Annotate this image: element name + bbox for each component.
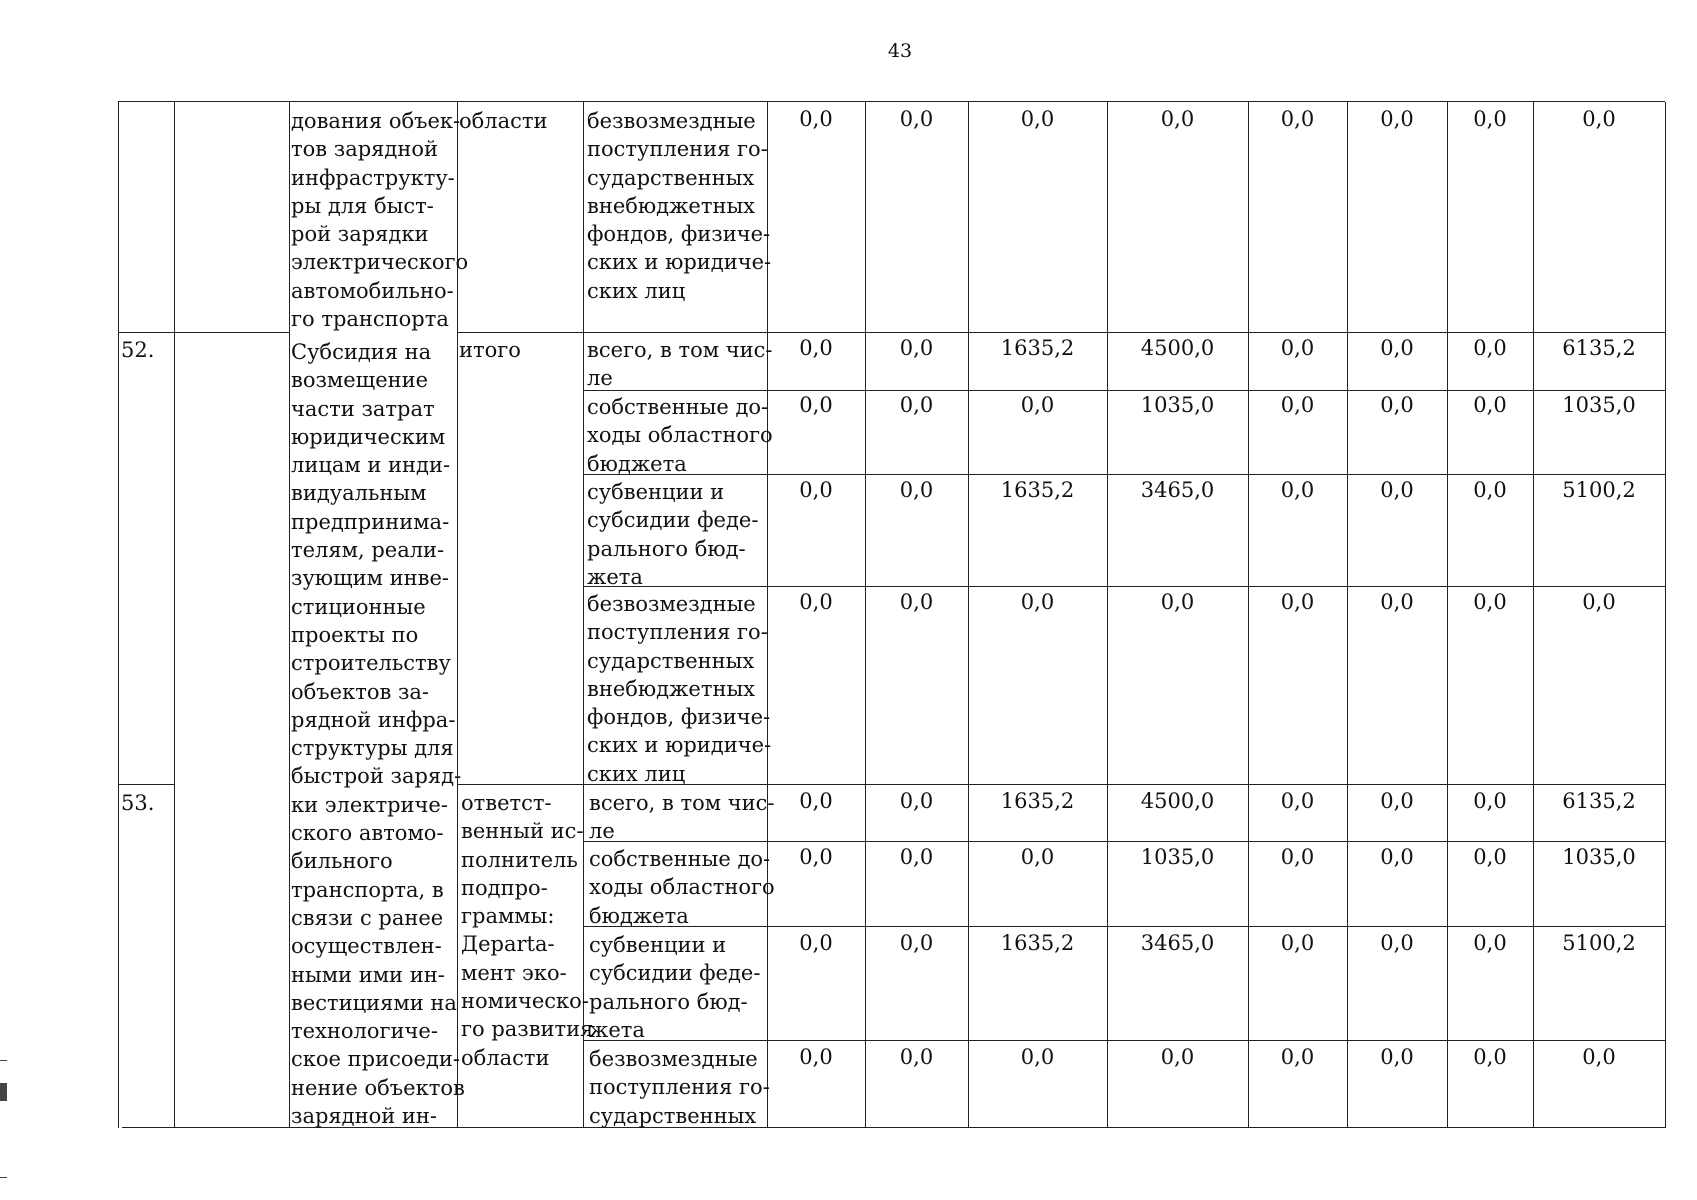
value-cell: 5100,2 [1562,478,1636,502]
value-cell: 4500,0 [1140,336,1215,360]
col-line [1248,102,1249,1128]
value-cell: 0,0 [799,931,833,955]
value-cell: 0,0 [1160,590,1195,614]
value-cell: 0,0 [799,107,833,131]
row-53-executor: ответст- венный ис- полнитель подпро- граммы: Деparta- мент эко- номическо- го развития области [461,791,594,1070]
value-cell: 0,0 [1380,931,1414,955]
value-cell: 0,0 [1160,1045,1195,1069]
value-cell: 0,0 [1473,1045,1507,1069]
row-53-source-federal: субвенции и субсидии феде- рального бюд- жета [589,933,761,1042]
cont-row-name: дования объек- тов зарядной инфраструкту- ры для быст- рой зарядки электрического автомобильно- го транспорта [291,109,469,332]
value-cell: 0,0 [1380,393,1414,417]
value-cell: 3465,0 [1140,931,1215,955]
row-separator [118,784,174,785]
col-line [1447,102,1448,1128]
value-cell: 0,0 [1020,845,1055,869]
value-cell: 0,0 [799,478,833,502]
col-line [174,102,175,1128]
value-cell: 0,0 [1020,590,1055,614]
row-52-53-measure-name: Субсидия на возмещение части затрат юридическим лицам и инди- видуальным предпринима- телям, реали- зующим инве- стиционные проекты по строительству объектов за- рядной инфра- структуры для быстрой заряд- ки электриче- ского автомо- бильного транспорта, в связи с ранее осуществлен- ными ими ин- вестициями на технологиче- ское присоеди- нение объектов зарядной ин- [291,340,465,1129]
row-separator [118,332,289,333]
value-cell: 5100,2 [1562,931,1636,955]
row-52-source-own: собственные до- ходы областного бюджета [587,395,773,476]
value-cell: 0,0 [799,789,833,813]
value-cell: 0,0 [799,845,833,869]
value-cell: 0,0 [1380,478,1414,502]
value-cell: 0,0 [1473,478,1507,502]
value-cell: 1635,2 [1000,336,1075,360]
value-cell: 0,0 [899,336,934,360]
row-52-source-grants: безвозмездные поступления го- сударственных внебюджетных фондов, физиче- ских и юридиче- ских лиц [587,592,772,786]
value-cell: 0,0 [1280,789,1315,813]
row-53-number: 53. [121,791,155,815]
value-cell: 0,0 [899,931,934,955]
value-cell: 0,0 [1380,789,1414,813]
col-line [289,102,290,1128]
value-cell: 0,0 [1380,845,1414,869]
value-cell: 0,0 [1280,590,1315,614]
cont-row-source: безвозмездные поступления го- сударственных внебюджетных фондов, физиче- ских и юридиче- ских лиц [587,109,772,303]
value-cell: 0,0 [1582,590,1616,614]
col-line [1665,102,1666,1128]
row-52-executor: итого [459,338,521,362]
value-cell: 1035,0 [1562,393,1636,417]
value-cell: 6135,2 [1562,789,1636,813]
value-cell: 0,0 [799,1045,833,1069]
value-cell: 0,0 [1473,931,1507,955]
value-cell: 0,0 [1280,1045,1315,1069]
value-cell: 0,0 [1582,107,1616,131]
scan-mark [0,1177,7,1178]
value-cell: 3465,0 [1140,478,1215,502]
value-cell: 0,0 [899,845,934,869]
row-53-source-grants: безвозмездные поступления го- сударственных [589,1047,770,1128]
value-cell: 0,0 [1473,845,1507,869]
value-cell: 0,0 [1280,107,1315,131]
value-cell: 0,0 [1582,1045,1616,1069]
value-cell: 1035,0 [1562,845,1636,869]
value-cell: 1635,2 [1000,931,1075,955]
table-top-border [118,101,1665,102]
scan-mark [0,1083,7,1101]
row-53-source-own: собственные до- ходы областного бюджета [589,847,775,928]
value-cell: 1035,0 [1140,845,1215,869]
col-line [865,102,866,1128]
cont-row-executor: области [459,109,548,133]
page-number: 43 [887,40,913,62]
value-cell: 0,0 [1280,336,1315,360]
value-cell: 0,0 [1473,393,1507,417]
value-cell: 0,0 [899,590,934,614]
value-cell: 0,0 [1020,393,1055,417]
col-line [118,102,119,1128]
value-cell: 0,0 [1380,107,1414,131]
value-cell: 0,0 [1280,393,1315,417]
col-line [1347,102,1348,1128]
value-cell: 0,0 [1380,336,1414,360]
row-separator [457,332,1665,333]
value-cell: 0,0 [1020,1045,1055,1069]
row-52-source-total: всего, в том чис- ле [587,338,773,391]
value-cell: 6135,2 [1562,336,1636,360]
scan-mark [0,1060,7,1061]
value-cell: 0,0 [899,478,934,502]
row-52-source-federal: субвенции и субсидии феде- рального бюд- жета [587,480,759,589]
value-cell: 0,0 [799,336,833,360]
value-cell: 1635,2 [1000,478,1075,502]
value-cell: 0,0 [899,107,934,131]
row-52-number: 52. [121,338,155,362]
value-cell: 0,0 [899,789,934,813]
value-cell: 0,0 [799,393,833,417]
value-cell: 0,0 [1280,931,1315,955]
col-line [1107,102,1108,1128]
value-cell: 0,0 [1473,336,1507,360]
value-cell: 0,0 [799,590,833,614]
value-cell: 4500,0 [1140,789,1215,813]
value-cell: 0,0 [899,1045,934,1069]
value-cell: 0,0 [1160,107,1195,131]
value-cell: 0,0 [1020,107,1055,131]
value-cell: 0,0 [1380,590,1414,614]
value-cell: 0,0 [1473,789,1507,813]
value-cell: 0,0 [899,393,934,417]
value-cell: 0,0 [1473,107,1507,131]
value-cell: 1035,0 [1140,393,1215,417]
col-line [1533,102,1534,1128]
value-cell: 0,0 [1380,1045,1414,1069]
value-cell: 0,0 [1473,590,1507,614]
value-cell: 0,0 [1280,845,1315,869]
value-cell: 0,0 [1280,478,1315,502]
value-cell: 1635,2 [1000,789,1075,813]
col-line [968,102,969,1128]
row-53-source-total: всего, в том чис- ле [589,791,775,844]
